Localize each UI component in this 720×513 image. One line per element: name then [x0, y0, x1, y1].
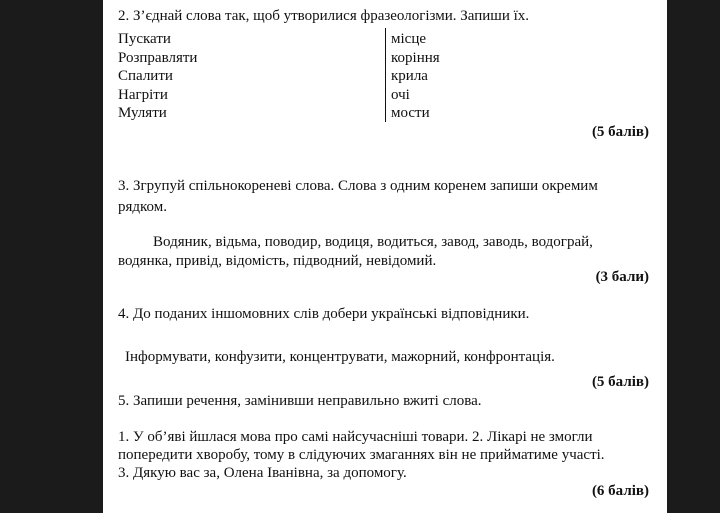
task5-score: (6 балів)	[591, 483, 649, 499]
document-page	[103, 0, 667, 513]
right-word: коріння	[391, 49, 440, 66]
task3-words-line1: Водяник, відьма, поводир, водиця, водиться, завод, заводь, водограй,	[153, 234, 593, 250]
task5-title: 5. Запиши речення, замінивши неправильно вжиті слова.	[118, 393, 482, 409]
task3-words-line2: водянка, привід, відомість, підводний, невідомий.	[118, 253, 437, 269]
right-word: крила	[391, 68, 428, 84]
task4-words: Інформувати, конфузити, концентрувати, мажорний, конфронтація.	[125, 349, 555, 365]
task3-score: (3 бали)	[595, 269, 649, 285]
right-word: місце	[391, 31, 427, 47]
right-word: мости	[391, 105, 430, 121]
left-word: Розправляти	[118, 49, 198, 66]
task2-right-column	[391, 30, 440, 123]
task2-left-column	[118, 30, 197, 123]
left-word: Спалити	[118, 68, 173, 84]
task5-line3: 3. Дякую вас за, Олена Іванівна, за допомогу.	[118, 465, 407, 481]
left-word: Муляти	[118, 105, 167, 121]
right-word: очі	[391, 86, 410, 103]
task4-score: (5 балів)	[591, 374, 649, 390]
left-word: Пускати	[118, 31, 171, 47]
task2-title: 2. З’єднай слова так, щоб утворилися фразеологізми. Запиши їх.	[118, 8, 530, 24]
task3-title-line1: 3. Згрупуй спільнокореневі слова. Слова з одним коренем запиши окремим	[118, 178, 598, 194]
task5-line2: попередити хворобу, тому в слідуючих змаганнях він не прийматиме участі.	[118, 447, 605, 463]
task4-title: 4. До поданих іншомовних слів добери українські відповідники.	[118, 306, 530, 322]
task2-score: (5 балів)	[591, 124, 649, 140]
task5-line1: 1. У об’яві йшлася мова про самі найсучасніші товари. 2. Лікарі не змогли	[118, 429, 593, 445]
task3-title-line2: рядком.	[118, 199, 168, 215]
left-word: Нагріти	[118, 86, 168, 103]
column-divider	[385, 28, 386, 122]
